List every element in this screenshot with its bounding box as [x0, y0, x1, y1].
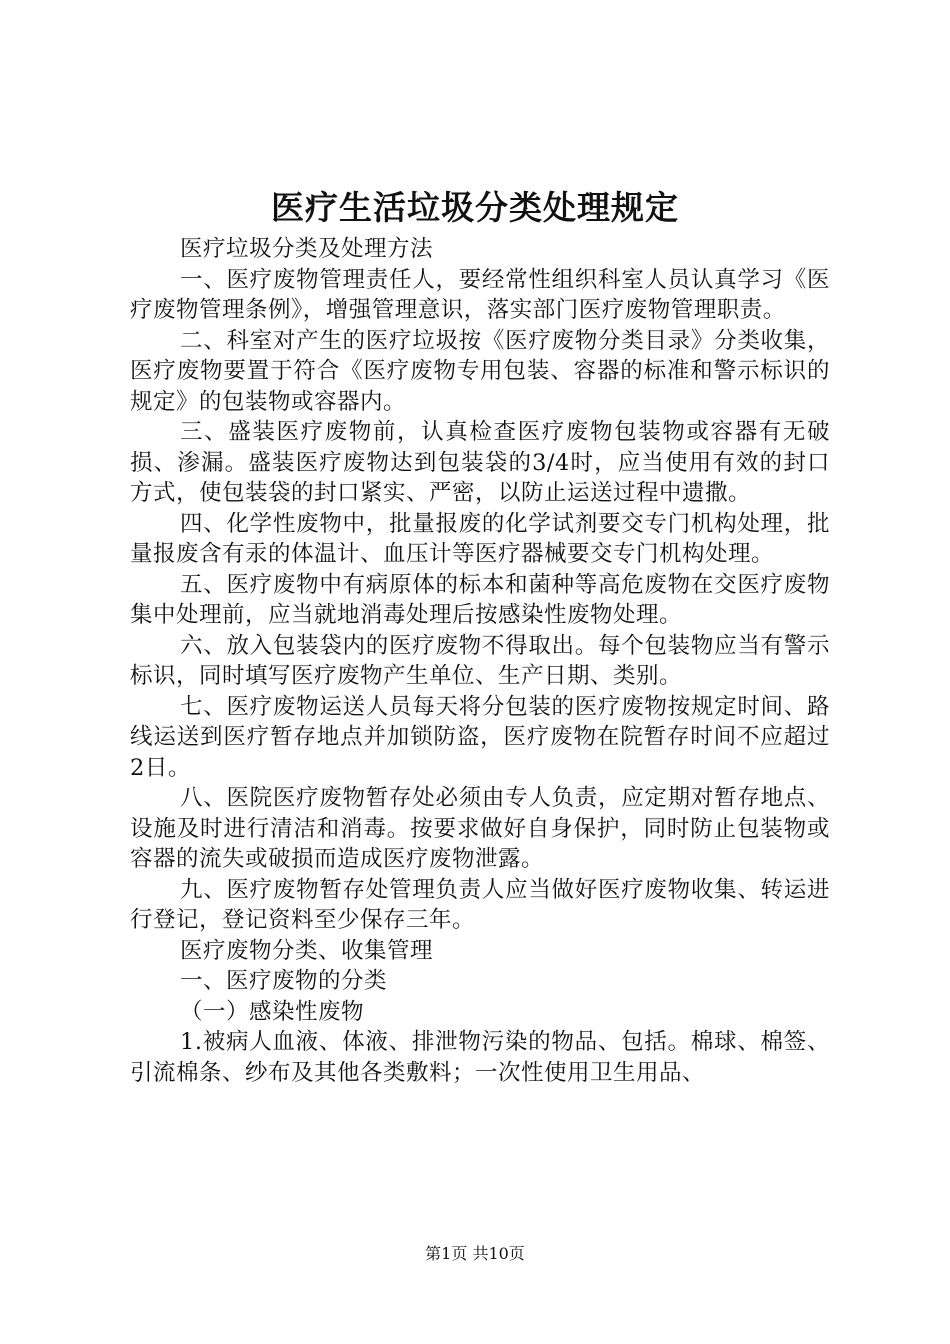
paragraph-item-8: 八、医院医疗废物暂存处必须由专人负责，应定期对暂存地点、设施及时进行清洁和消毒。按要求做好自身保护，同时防止包装物或容器的流失或破损而造成医疗废物泄露。 [130, 785, 830, 872]
paragraph-item-6: 六、放入包装袋内的医疗废物不得取出。每个包装物应当有警示标识，同时填写医疗废物产生单位、生产日期、类别。 [130, 632, 830, 689]
document-body [130, 234, 830, 1088]
list-item: 1.被病人血液、体液、排泄物污染的物品、包括。棉球、棉签、引流棉条、纱布及其他各类敷料；一次性使用卫生用品、 [130, 1029, 830, 1086]
section-heading: 医疗废物分类、收集管理 [180, 937, 434, 964]
paragraph-item-3: 三、盛装医疗废物前，认真检查医疗废物包装物或容器有无破损、渗漏。盛装医疗废物达到包装袋的3/4时，应当使用有效的封口方式，使包装袋的封口紧实、严密，以防止运送过程中遗撒。 [130, 419, 830, 506]
paragraph-item-5: 五、医疗废物中有病原体的标本和菌种等高危废物在交医疗废物集中处理前，应当就地消毒处理后按感染性废物处理。 [130, 571, 830, 628]
subsection-heading: 一、医疗废物的分类 [180, 968, 388, 994]
page-number-footer: 第1页 共10页 [425, 1244, 525, 1263]
paragraph-item-7: 七、医疗废物运送人员每天将分包装的医疗废物按规定时间、路线运送到医疗暂存地点并加锁防盗，医疗废物在院暂存时间不应超过2日。 [130, 693, 830, 781]
paragraph-item-9: 九、医疗废物暂存处管理负责人应当做好医疗废物收集、转运进行登记，登记资料至少保存三年。 [130, 876, 830, 933]
paragraph-item-1: 一、医疗废物管理责任人，要经常性组织科室人员认真学习《医疗废物管理条例》，增强管理意识，落实部门医疗废物管理职责。 [130, 266, 830, 323]
subsection-heading: （一）感染性废物 [180, 998, 365, 1025]
paragraph-item-4: 四、化学性废物中，批量报废的化学试剂要交专门机构处理，批量报废含有汞的体温计、血压计等医疗器械要交专门机构处理。 [130, 510, 830, 567]
section-heading: 医疗垃圾分类及处理方法 [180, 236, 434, 262]
document-title: 医疗生活垃圾分类处理规定 [271, 188, 679, 227]
paragraph-item-2: 二、科室对产生的医疗垃圾按《医疗废物分类目录》分类收集，医疗废物要置于符合《医疗废物专用包装、容器的标准和警示标识的规定》的包装物或容器内。 [130, 327, 830, 415]
